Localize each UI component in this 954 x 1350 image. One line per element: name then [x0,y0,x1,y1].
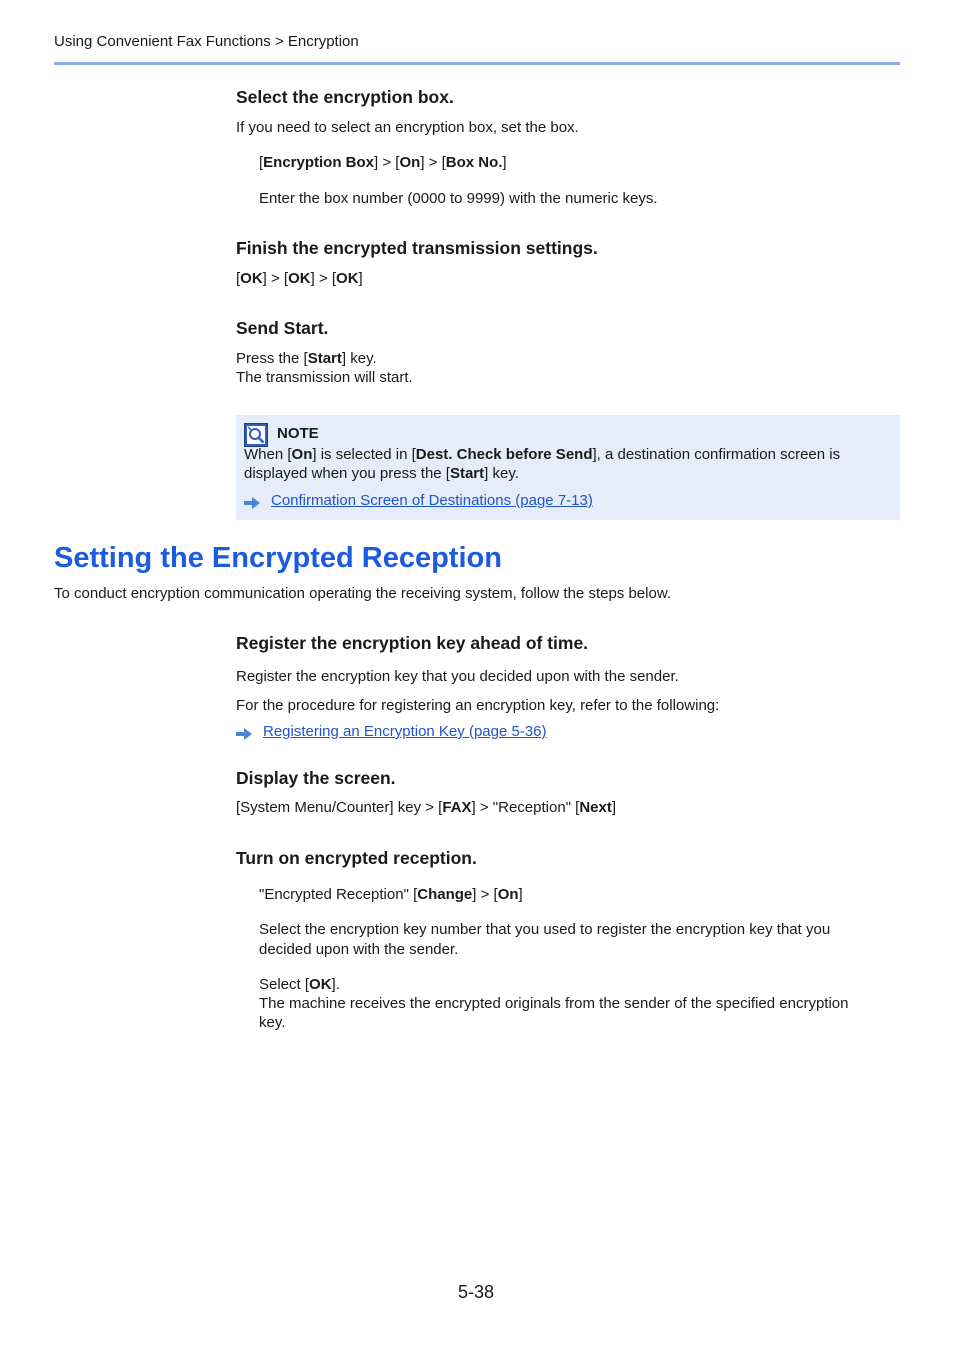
section-intro: To conduct encryption communication operating the receiving system, follow the steps below. [54,585,671,602]
arrow-right-icon [244,496,260,514]
key-path: "Encrypted Reception" [Change] > [On] [259,886,523,903]
step-heading-display: Display the screen. [236,768,396,788]
arrow-right-icon [236,727,252,745]
key-path: [OK] > [OK] > [OK] [236,270,363,287]
note-icon [244,423,268,447]
step-text: Press the [Start] key. [236,350,377,367]
step-text: For the procedure for registering an encryption key, refer to the following: [236,697,720,714]
key-path: [System Menu/Counter] key > [FAX] > "Reception" [Next] [236,799,617,816]
breadcrumb: Using Convenient Fax Functions > Encryption [54,33,359,50]
step-heading-finish: Finish the encrypted transmission settings. [236,238,598,258]
step-text: Select the encryption key number that you used to register the encryption key that you [259,921,831,938]
step-text: Select [OK]. [259,976,340,993]
step-text: decided upon with the sender. [259,941,459,958]
header-rule [54,62,900,65]
step-heading-turn-on: Turn on encrypted reception. [236,848,477,868]
note-text: displayed when you press the [Start] key. [244,465,519,482]
step-text: Register the encryption key that you decided upon with the sender. [236,668,679,685]
section-title: Setting the Encrypted Reception [54,542,502,574]
key-encryption-box: Encryption Box [263,154,375,171]
key-on: On [399,154,421,171]
step-text: The transmission will start. [236,369,413,386]
step-heading-send-start: Send Start. [236,318,329,338]
note-label: NOTE [277,425,319,442]
step-text: key. [259,1014,286,1031]
register-key-link[interactable]: Registering an Encryption Key (page 5-36) [263,723,547,740]
step-heading-register: Register the encryption key ahead of time. [236,633,589,653]
note-text: When [On] is selected in [Dest. Check before Send], a destination confirmation screen is [244,446,841,463]
page-number: 5-38 [458,1282,495,1302]
key-box-no: Box No. [445,154,503,171]
step-desc: If you need to select an encryption box, set the box. [236,119,579,136]
step-heading-select-box: Select the encryption box. [236,87,454,107]
key-path: [Encryption Box] > [On] > [Box No.] [259,154,507,171]
step-text: The machine receives the encrypted originals from the sender of the specified encryption [259,995,849,1012]
step-instruction: Enter the box number (0000 to 9999) with the numeric keys. [259,190,658,207]
note-link[interactable]: Confirmation Screen of Destinations (page 7-13) [271,492,593,509]
